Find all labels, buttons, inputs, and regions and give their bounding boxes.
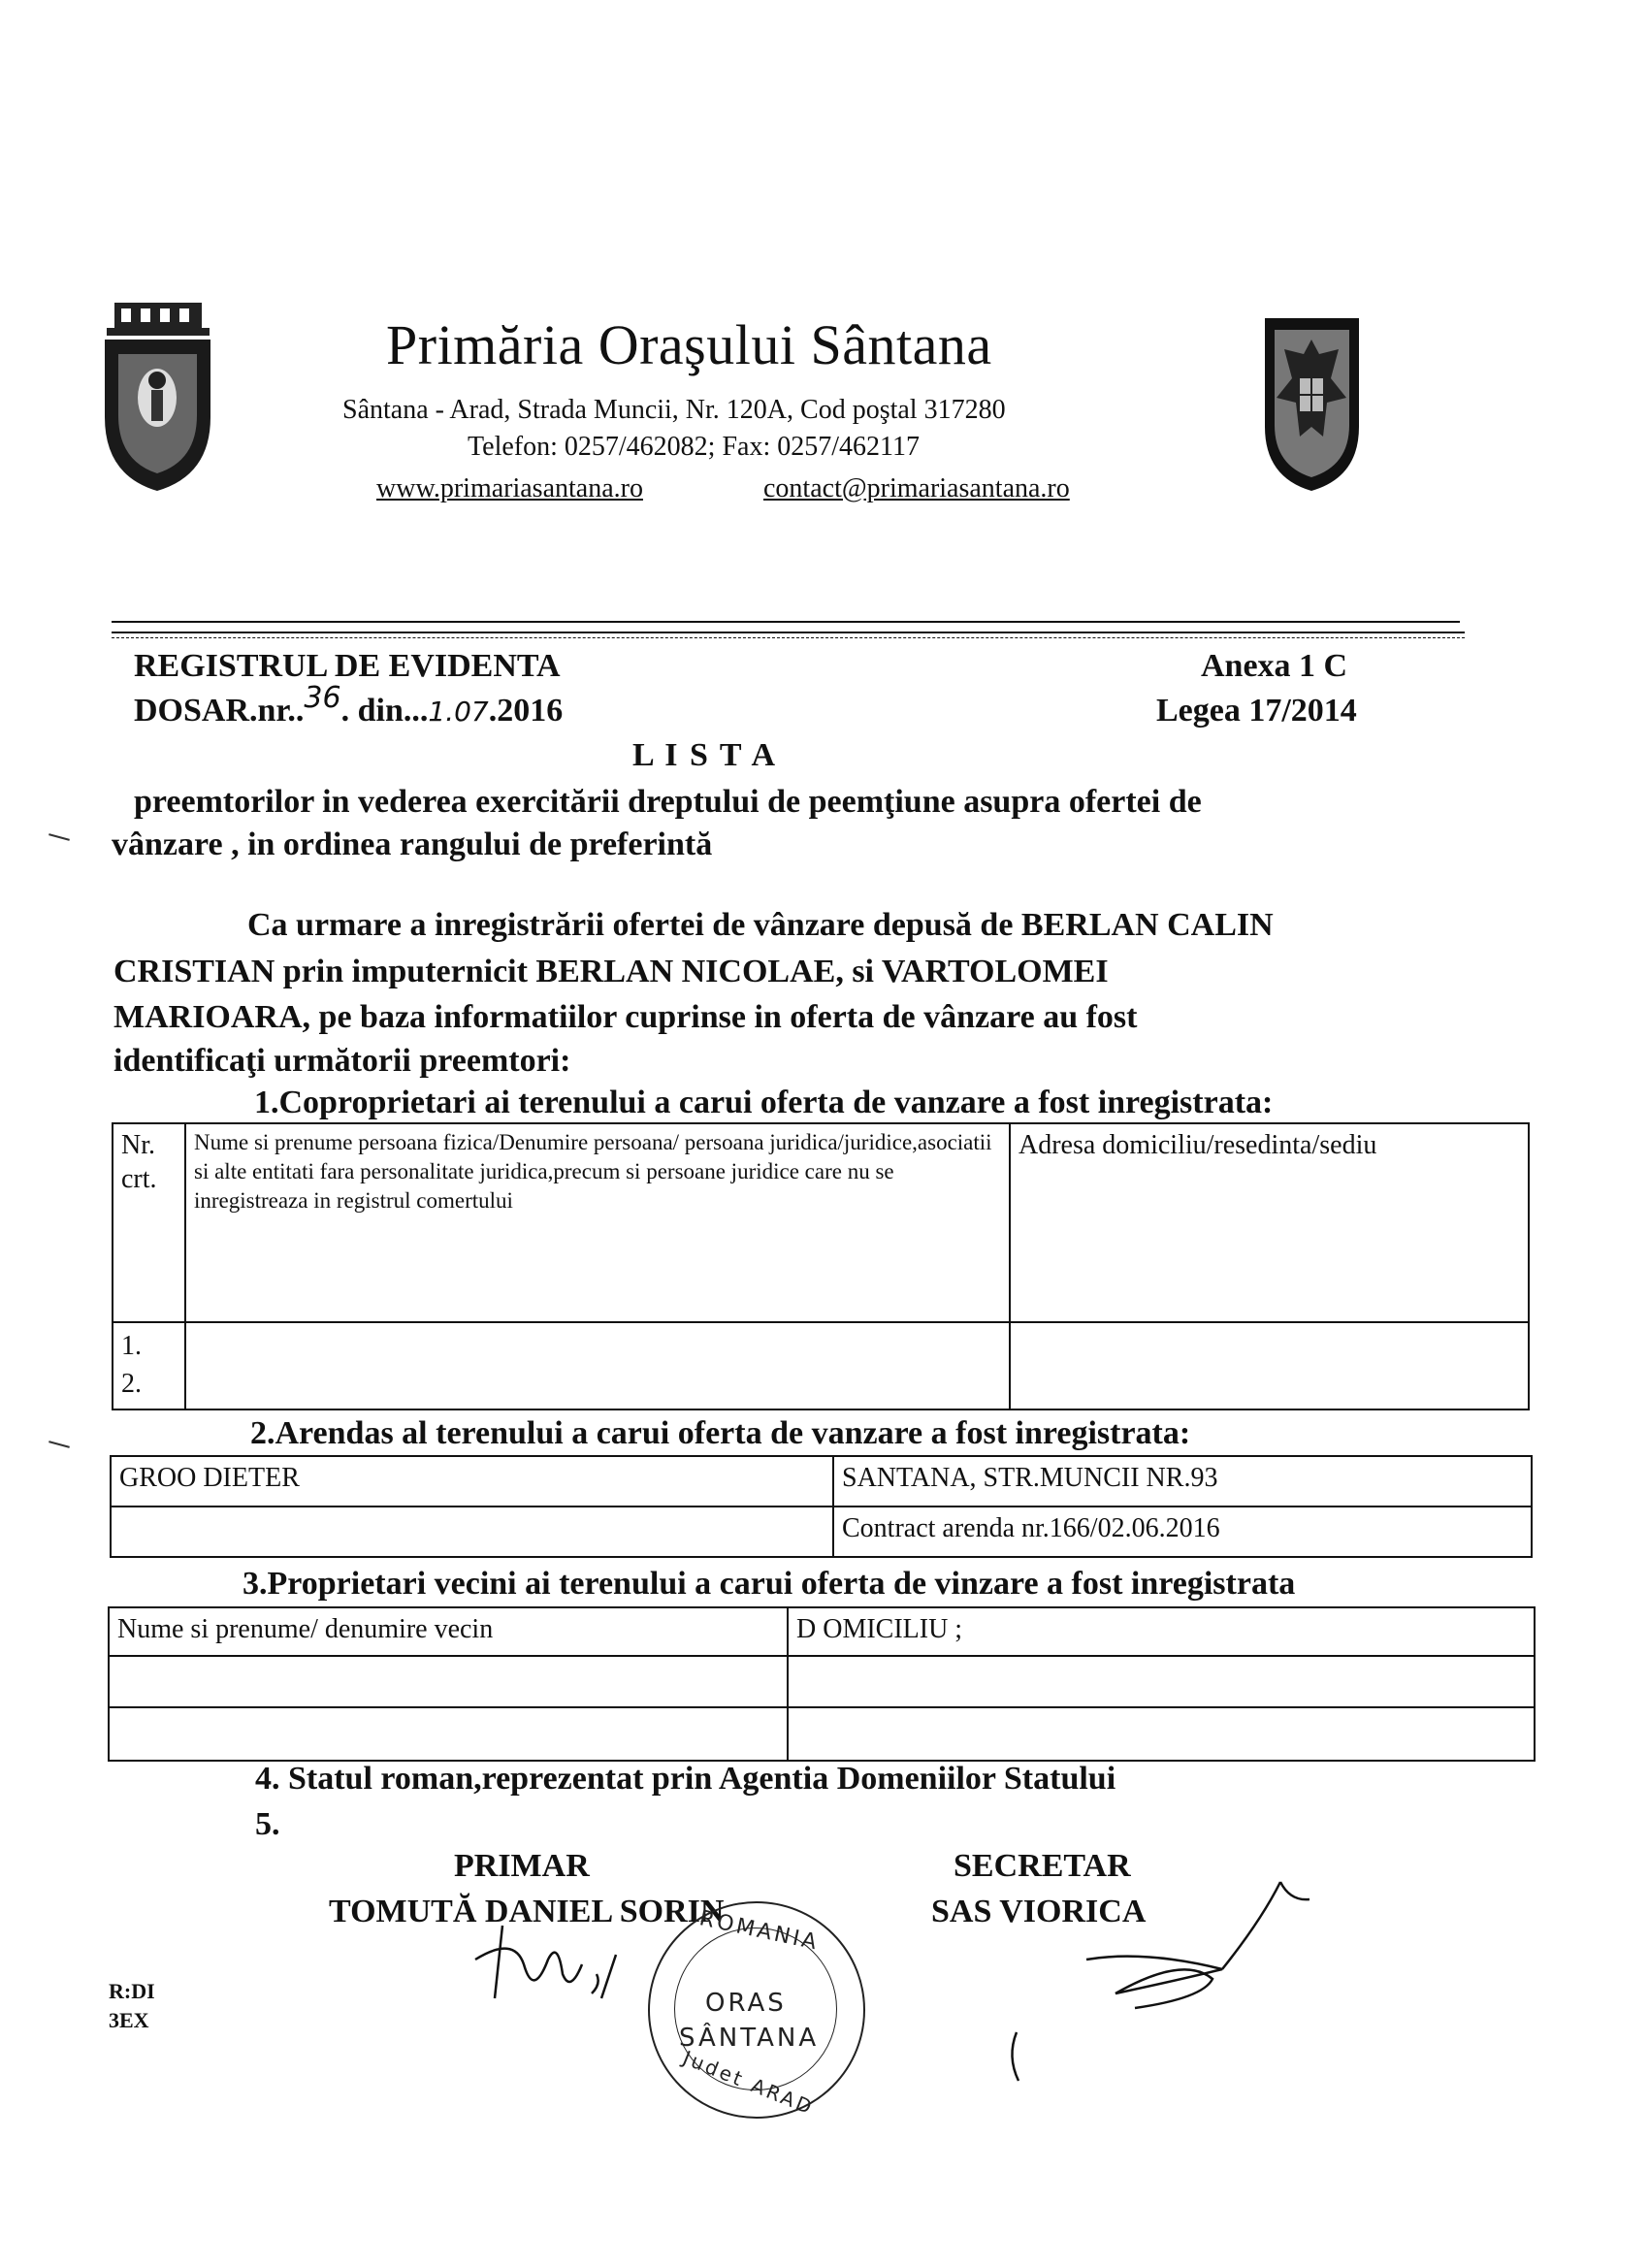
mayor-name: TOMUTĂ DANIEL SORIN bbox=[329, 1894, 725, 1929]
stamp-text-bottom: Judet ARAD bbox=[679, 2045, 818, 2121]
dosar-number: 36 bbox=[304, 681, 341, 715]
intro-line3: MARIOARA, pe baza informatiilor cuprinse in oferta de vânzare au fost bbox=[113, 999, 1138, 1035]
dosar-line bbox=[134, 681, 564, 729]
secretary-name: SAS VIORICA bbox=[931, 1894, 1147, 1929]
margin-mark bbox=[48, 833, 70, 841]
table-cell-empty bbox=[1010, 1322, 1529, 1409]
table-cell-empty bbox=[109, 1656, 788, 1707]
table-cell-empty bbox=[788, 1656, 1535, 1707]
dosar-year: .2016 bbox=[488, 693, 564, 729]
mayor-signature bbox=[456, 1906, 650, 2013]
item-4: 4. Statul roman,reprezentat prin Agentia Domeniilor Statului bbox=[255, 1761, 1116, 1797]
arendas-table bbox=[110, 1455, 1533, 1558]
heading-subtitle-line2: vânzare , in ordinea rangului de preferintă bbox=[112, 826, 713, 862]
stamp-text-top: ROMANIA bbox=[696, 1906, 822, 1956]
section2-title: 2.Arendas al terenului a carui oferta de vanzare a fost inregistrata: bbox=[250, 1415, 1191, 1451]
institution-email-link[interactable]: contact@primariasantana.ro bbox=[763, 473, 1070, 503]
table-cell-empty bbox=[109, 1707, 788, 1761]
column-header-nr: Nr. crt. bbox=[113, 1123, 185, 1322]
header-divider bbox=[112, 621, 1460, 623]
margin-mark bbox=[48, 1441, 70, 1448]
mayor-title: PRIMAR bbox=[454, 1848, 590, 1884]
secretary-title: SECRETAR bbox=[954, 1848, 1131, 1884]
row-number: 1. bbox=[121, 1331, 142, 1361]
annex-label: Anexa 1 C bbox=[1201, 648, 1348, 684]
arendas-address: SANTANA, STR.MUNCII NR.93 bbox=[833, 1456, 1532, 1507]
table-cell-empty bbox=[788, 1707, 1535, 1761]
item-5: 5. bbox=[255, 1806, 280, 1842]
section1-title: 1.Coproprietari ai terenului a carui oferta de vanzare a fost inregistrata: bbox=[254, 1085, 1274, 1120]
column-header-name: Nume si prenume persoana fizica/Denumire persoana/ persoana juridica/juridice,asociatii si alte entitati fara personalitate juridica,precum si persoane juridice care nu se inregistreaza in registrul comertului bbox=[185, 1123, 1010, 1322]
reference-code: R:DI bbox=[109, 1979, 155, 2003]
arendas-contract: Contract arenda nr.166/02.06.2016 bbox=[833, 1507, 1532, 1557]
table-row-numbers bbox=[113, 1322, 185, 1409]
column-header-address: Adresa domiciliu/resedinta/sediu bbox=[1010, 1123, 1529, 1322]
romania-coat-of-arms-icon bbox=[1261, 310, 1363, 495]
heading-subtitle-line1: preemtorilor in vederea exercitării dreptului de peemţiune asupra ofertei de bbox=[134, 784, 1202, 820]
institution-website-link[interactable]: www.primariasantana.ro bbox=[376, 473, 643, 503]
row-number: 2. bbox=[121, 1369, 142, 1400]
secretary-signature bbox=[989, 1863, 1310, 2095]
header-divider bbox=[112, 637, 1465, 638]
institution-address: Sântana - Arad, Strada Muncii, Nr. 120A, Cod poştal 317280 bbox=[342, 395, 1006, 425]
stamp-text-middle2: SÂNTANA bbox=[679, 2024, 820, 2053]
vecini-table bbox=[108, 1606, 1536, 1762]
stamp-text-middle1: ORAS bbox=[705, 1989, 787, 2018]
arendas-name: GROO DIETER bbox=[111, 1456, 833, 1507]
column-header-domicile: D OMICILIU ; bbox=[788, 1607, 1535, 1656]
intro-line4: identificaţi următorii preemtori: bbox=[113, 1043, 571, 1079]
dosar-mid: . din... bbox=[340, 693, 429, 729]
coproprietari-table bbox=[112, 1122, 1530, 1410]
registry-label: REGISTRUL DE EVIDENTA bbox=[134, 648, 561, 684]
table-cell-empty bbox=[185, 1322, 1010, 1409]
dosar-date: 1.07 bbox=[428, 696, 489, 728]
city-coat-of-arms-icon bbox=[97, 301, 218, 495]
section3-title: 3.Proprietari vecini ai terenului a carui oferta de vinzare a fost inregistrata bbox=[242, 1566, 1296, 1602]
dosar-prefix: DOSAR.nr.. bbox=[134, 693, 305, 729]
table-cell-empty bbox=[111, 1507, 833, 1557]
column-header-neighbor-name: Nume si prenume/ denumire vecin bbox=[109, 1607, 788, 1656]
copies-code: 3EX bbox=[109, 2008, 149, 2032]
intro-line1: Ca urmare a inregistrării ofertei de vânzare depusă de BERLAN CALIN bbox=[247, 907, 1274, 943]
institution-title: Primăria Oraşului Sântana bbox=[386, 313, 992, 376]
law-label: Legea 17/2014 bbox=[1156, 693, 1357, 729]
institution-phone-fax: Telefon: 0257/462082; Fax: 0257/462117 bbox=[468, 432, 920, 462]
intro-line2: CRISTIAN prin imputernicit BERLAN NICOLAE, si VARTOLOMEI bbox=[113, 954, 1109, 989]
document-heading: L I S T A bbox=[632, 737, 778, 773]
header-divider bbox=[112, 632, 1465, 633]
